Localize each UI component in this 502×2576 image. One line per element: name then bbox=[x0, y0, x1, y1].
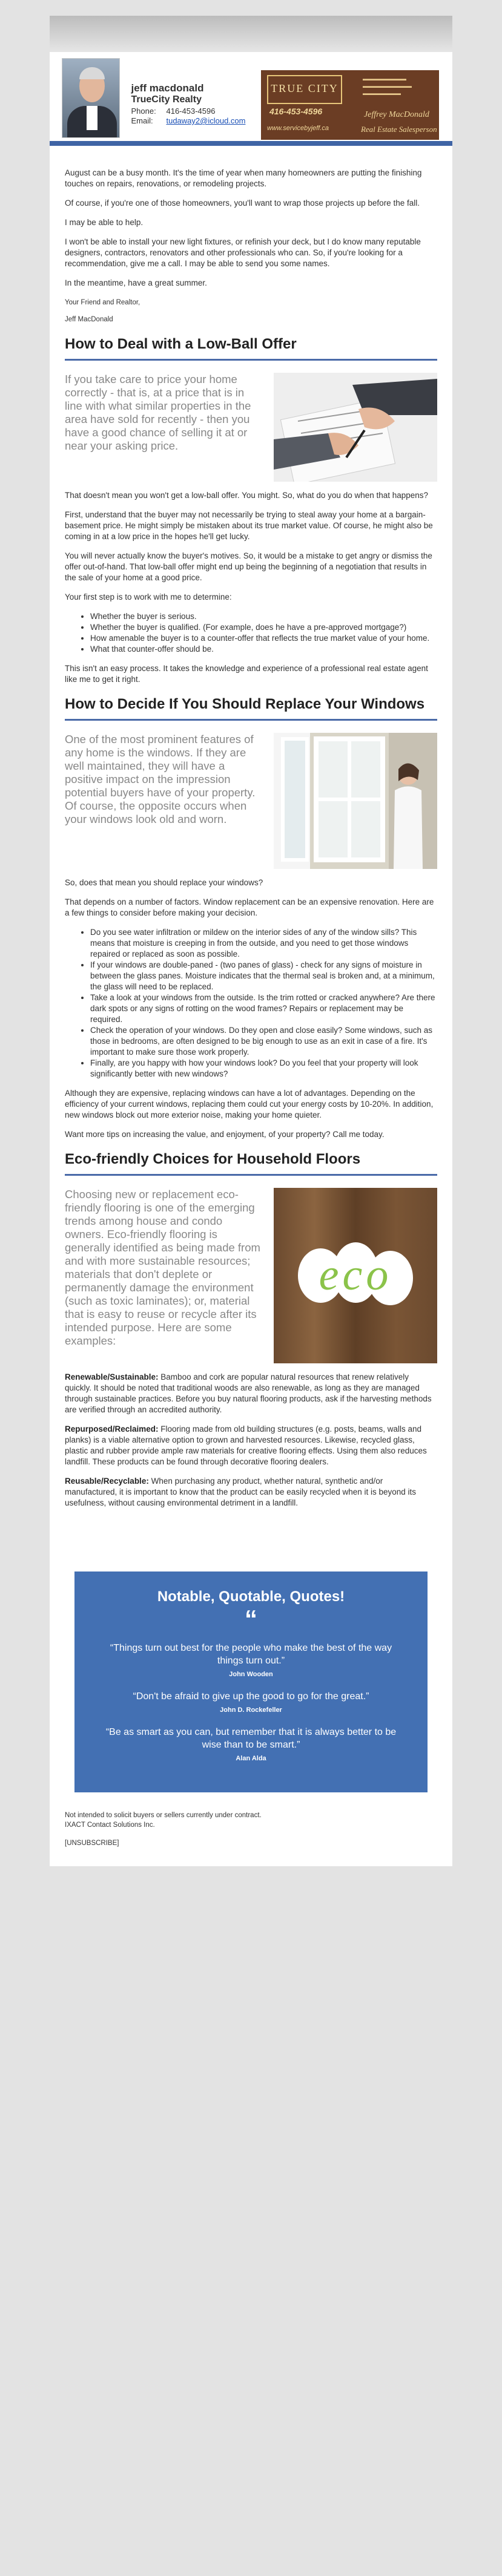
agent-photo bbox=[62, 58, 120, 138]
email-label: Email: bbox=[131, 116, 153, 125]
footer-disclaimer: Not intended to solicit buyers or sellers currently under contract. bbox=[65, 1812, 262, 1819]
quote-author: John D. Rockefeller bbox=[220, 1706, 282, 1714]
article-title-floors: Eco-friendly Choices for Household Floors bbox=[65, 1151, 361, 1167]
agent-phone-row bbox=[131, 107, 253, 116]
item-term: Repurposed/Reclaimed: bbox=[65, 1424, 159, 1434]
agent-email-link[interactable]: tudaway2@icloud.com bbox=[166, 116, 246, 125]
article-paragraph: You will never actually know the buyer's motives. So, it would be a mistake to get angry or dismiss the offer out-of-hand. That low-ball offer might end up being the beginning of a negotiation that results in the sale of your home at a good price. bbox=[65, 551, 432, 582]
article-intro bbox=[65, 373, 437, 482]
list-item: • Check the operation of your windows. Do they open and close easily? Some windows, such as those in bedrooms, are often designed to be big enough to use as an exit in case of a fire. It's important to make sure those work properly. bbox=[90, 1025, 437, 1058]
letter-closing: Your Friend and Realtor, bbox=[65, 299, 140, 306]
article-paragraph: Want more tips on increasing the value, and enjoyment, of your property? Call me today. bbox=[65, 1130, 385, 1139]
letter-paragraph: I won't be able to install your new light fixtures, or refinish your deck, but I do know many reputable designers, contractors, renovators and other professionals who can. So, if you're looking for a recommendation, give me a call. I may be able to send you some names. bbox=[65, 237, 421, 268]
article-paragraph: This isn't an easy process. It takes the knowledge and experience of a professional real estate agent like me to get it right. bbox=[65, 664, 428, 684]
section-rule bbox=[65, 1174, 437, 1176]
article-paragraph: First, understand that the buyer may not necessarily be trying to steal away your home at a bargain-basement price. He might simply be mistaken about its true market value. Of course, he might also be coming in at a low price in the hopes he'll get lucky. bbox=[65, 510, 433, 541]
quote-author: John Wooden bbox=[229, 1671, 273, 1678]
list-item: • Whether the buyer is qualified. (For example, does he have a pre-approved mortgage?) bbox=[90, 622, 437, 633]
list-item: • How amenable the buyer is to a counter-offer that reflects the true market value of your home. bbox=[90, 633, 437, 644]
quotes-title: Notable, Quotable, Quotes! bbox=[157, 1588, 345, 1605]
section-rule bbox=[65, 719, 437, 721]
quote-author: Alan Alda bbox=[236, 1755, 266, 1762]
item-term: Reusable/Recyclable: bbox=[65, 1476, 149, 1486]
item-text: Bamboo and cork are popular natural resources that renew relatively quickly. It should be noted that traditional woods are also renewable, as long as they are managed through sustainable practices. Before you buy natural flooring products, ask if the harvesting methods are verified through an accredited authority. bbox=[65, 1372, 432, 1414]
card-phone: 416-453-4596 bbox=[269, 107, 323, 116]
article-lead: Choosing new or replacement eco-friendly flooring is one of the emerging trends among house and condo owners. Eco-friendly flooring is generally identified as being made from and with more sustainable resources; materials that don't deplete or permanently damage the environment (such as toxic laminates); or, material that is easy to reuse or recycle after its intended purpose. Here are some examples: bbox=[65, 1188, 260, 1347]
letter-paragraph: August can be a busy month. It's the time of year when many homeowners are putting the finishing touches on repairs, renovations, or remodeling projects. bbox=[65, 168, 422, 188]
article-paragraph bbox=[65, 1372, 437, 1415]
item-text: Flooring made from old building structures (e.g. posts, beams, walls and planks) is a viable alternative option to grown and harvested resources. Likewise, recycled glass, plastic and rubber provide ample raw materials for creative flooring effects. Using them also reduces landfill. These products can be found through decorative flooring dealers. bbox=[65, 1424, 427, 1466]
agent-header bbox=[50, 52, 452, 146]
top-bar bbox=[50, 16, 452, 52]
agent-company: TrueCity Realty bbox=[131, 94, 202, 105]
lowball-checklist bbox=[65, 611, 437, 655]
quote-text: “Things turn out best for the people who make the best of the way things turn out.” bbox=[110, 1643, 392, 1666]
item-text: When purchasing any product, whether natural, synthetic and/or manufactured, it is important to know that the product can be easily recycled when it is beyond its usefulness, without causing environmental detriment in a landfill. bbox=[65, 1476, 417, 1507]
list-item: • Whether the buyer is serious. bbox=[90, 611, 437, 622]
article-title-windows: How to Decide If You Should Replace Your Windows bbox=[65, 696, 425, 712]
letter-paragraph: In the meantime, have a great summer. bbox=[65, 278, 207, 287]
unsubscribe-link[interactable]: [UNSUBSCRIBE] bbox=[65, 1840, 119, 1847]
business-card bbox=[261, 70, 439, 140]
footer-copyright: IXACT Contact Solutions Inc. bbox=[65, 1821, 155, 1829]
card-signature: Jeffrey MacDonald bbox=[363, 110, 429, 119]
eco-logo bbox=[298, 1236, 413, 1315]
article-intro bbox=[65, 733, 437, 869]
letter-signoff: Jeff MacDonald bbox=[65, 316, 113, 323]
card-fine-print: ▬▬▬▬▬▬▬▬ ▬▬▬▬▬▬▬▬▬ ▬▬▬▬▬▬▬ bbox=[362, 76, 412, 96]
brokerage-logo: TRUE CITY bbox=[267, 75, 342, 104]
letter-paragraph: Of course, if you're one of those homeowners, you'll want to wrap those projects up before the fall. bbox=[65, 198, 420, 208]
article-title-lowball: How to Deal with a Low-Ball Offer bbox=[65, 336, 297, 352]
windows-image bbox=[274, 733, 437, 869]
article-intro bbox=[65, 1188, 437, 1363]
article-paragraph: That depends on a number of factors. Window replacement can be an expensive renovation. Here are a few things to consider before making your decision. bbox=[65, 897, 434, 917]
article-paragraph bbox=[65, 1476, 437, 1509]
article-paragraph: So, does that mean you should replace your windows? bbox=[65, 878, 263, 887]
main-content bbox=[50, 146, 452, 1529]
quote-mark-icon: “ bbox=[245, 1605, 257, 1633]
article-lead: If you take care to price your home correctly - that is, at a price that is in line with what similar properties in the area have sold for recently - then you have a good chance of selling it at or near your asking price. bbox=[65, 373, 251, 452]
eco-text: eco bbox=[319, 1250, 392, 1300]
section-rule bbox=[65, 359, 437, 361]
item-term: Renewable/Sustainable: bbox=[65, 1372, 159, 1381]
eco-image bbox=[274, 1188, 437, 1363]
list-item: • Take a look at your windows from the outside. Is the trim rotted or cracked anywhere? Are there dark spots or any signs of rotting on the wood frames? Repairs or replacement may be required. bbox=[90, 992, 437, 1025]
quote-text: “Don't be afraid to give up the good to go for the great.” bbox=[133, 1691, 369, 1702]
header-divider bbox=[50, 141, 452, 146]
agent-email-row bbox=[131, 116, 253, 126]
agent-name: jeff macdonald bbox=[131, 82, 204, 94]
phone-label: Phone: bbox=[131, 107, 156, 116]
agent-phone: 416-453-4596 bbox=[166, 107, 216, 116]
newsletter bbox=[50, 16, 452, 1866]
letter-paragraph: I may be able to help. bbox=[65, 218, 144, 227]
list-item: • What that counter-offer should be. bbox=[90, 644, 437, 655]
list-item: • Do you see water infiltration or mildew on the interior sides of any of the window sills? This means that moisture is creeping in from the outside, and you need to get those windows repaired or replaced as soon as possible. bbox=[90, 927, 437, 960]
handshake-image bbox=[274, 373, 437, 482]
footer bbox=[50, 1811, 452, 1866]
list-item: • Finally, are you happy with how your windows look? Do you feel that your property will look significantly better with new windows? bbox=[90, 1058, 437, 1080]
article-paragraph: That doesn't mean you won't get a low-ball offer. You might. So, what do you do when that happens? bbox=[65, 491, 429, 500]
windows-checklist bbox=[65, 927, 437, 1080]
card-role: Real Estate Salesperson bbox=[360, 125, 437, 134]
article-paragraph: Your first step is to work with me to determine: bbox=[65, 592, 232, 601]
card-website: www.servicebyjeff.ca bbox=[266, 125, 329, 132]
quotes-box bbox=[74, 1571, 428, 1792]
list-item: • If your windows are double-paned - (two panes of glass) - check for any signs of moisture in between the glass panes. Moisture indicates that the thermal seal is broken and, at a minimum, the glass will need to be replaced. bbox=[90, 960, 437, 992]
article-paragraph: Although they are expensive, replacing windows can have a lot of advantages. Depending on the efficiency of your current windows, replacing them could cut your energy costs by 10-20%. In addition, new windows block out more exterior noise, making your home quieter. bbox=[65, 1089, 434, 1119]
quote-text: “Be as smart as you can, but remember that it is always better to be wise than to be smart.” bbox=[105, 1727, 397, 1750]
agent-info bbox=[131, 82, 253, 126]
article-lead: One of the most prominent features of any home is the windows. If they are well maintained, they will have a positive impact on the impression potential buyers have of your property. Of course, the opposite occurs when your windows look old and worn. bbox=[65, 733, 256, 825]
article-paragraph bbox=[65, 1424, 437, 1467]
